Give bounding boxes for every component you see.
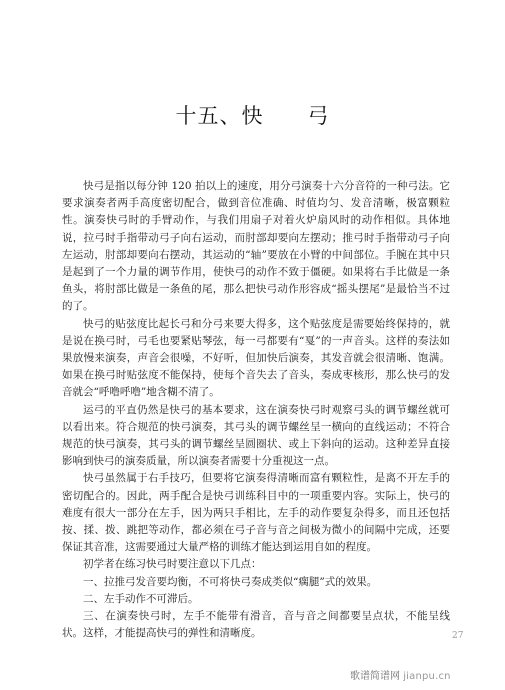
paragraph-hand-coordination: 快弓虽然属于右手技巧，但要将它演奏得清晰而富有颗粒性，是离不开左手的密切配合的。因此，两手配合是快弓训练科目中的一项重要内容。实际上，快弓的难度有很大一部分在左手，因为两只手相比，左手的动作要复杂得多，而且还包括按、揉、拨、跳把等动作，都必须在弓子音与音之间极为微小的间隔中完成，还要保证其音准，这需要通过大量严格的训练才能达到运用自如的程度。 xyxy=(62,472,450,554)
paragraph-bow-contact: 快弓的贴弦度比起长弓和分弓来要大得多，这个贴弦度是需要始终保持的，就是说在换弓时，弓毛也要紧贴琴弦，每一弓都要有“戛”的一声音头。这样的奏法如果放慢来演奏，声音会很噪，不好听，但加快后演奏，其发音就会很清晰、饱满。如果在换弓时贴弦度不能保持，使每个音失去了音头，奏成枣核形，那么快弓的发音就会“呼噜呼噜”地含糊不清了。 xyxy=(62,317,450,399)
paragraph-point-three: 三、在演奏快弓时，左手不能带有滑音，音与音之间都要呈点状，不能呈线状。这样，才能提高快弓的弹性和清晰度。 xyxy=(62,610,450,640)
paragraph-beginner-intro: 初学者在练习快弓时要注意以下几点： xyxy=(83,558,262,571)
chapter-title-left: 十五、快 xyxy=(175,104,264,128)
paragraph-point-one: 一、拉推弓发音要均衡，不可将快弓奏成类似“瘸腿”式的效果。 xyxy=(83,575,378,588)
chapter-title xyxy=(0,100,505,130)
site-watermark xyxy=(350,667,451,682)
chapter-title-right: 弓 xyxy=(307,104,330,128)
paragraph-definition: 快弓是指以每分钟 120 拍以上的速度，用分弓演奏十六分音符的一种弓法。它要求演奏者两手高度密切配合，做到音位准确、时值均匀、发音清晰，极富颗粒性。演奏快弓时的手臂动作，与我们用扇子对着火炉扇风时的动作相似。具体地说，拉弓时手指带动弓子向右运动，而肘部却要向左摆动；推弓时手指带动弓子向左运动，肘部却要向右摆动，其运动的“轴”要放在小臂的中间部位。手腕在其中只是起到了一个力量的调节作用，使快弓的动作不致于僵硬。如果将右手比做是一条鱼头，将肘部比做是一条鱼的尾，那么把快弓动作形容成“摇头摆尾”是最恰当不过的了。 xyxy=(62,180,450,313)
paragraph-straight-bowing: 运弓的平直仍然是快弓的基本要求，这在演奏快弓时观察弓头的调节螺丝就可以看出来。符合规范的快弓演奏，其弓头的调节螺丝呈一横向的直线运动；不符合规范的快弓演奏，其弓头的调节螺丝呈圆圈状、或上下斜向的运动。这种差异直接影响到快弓的演奏质量，所以演奏者需要十分重视这一点。 xyxy=(62,403,450,468)
body-text xyxy=(62,178,450,642)
watermark-site-url: jianpu.cn xyxy=(403,671,451,682)
paragraph-point-two: 二、左手动作不可滞后。 xyxy=(83,592,199,605)
page-number: 27 xyxy=(452,631,464,641)
watermark-site-name: 歌谱简谱网 xyxy=(350,671,400,682)
